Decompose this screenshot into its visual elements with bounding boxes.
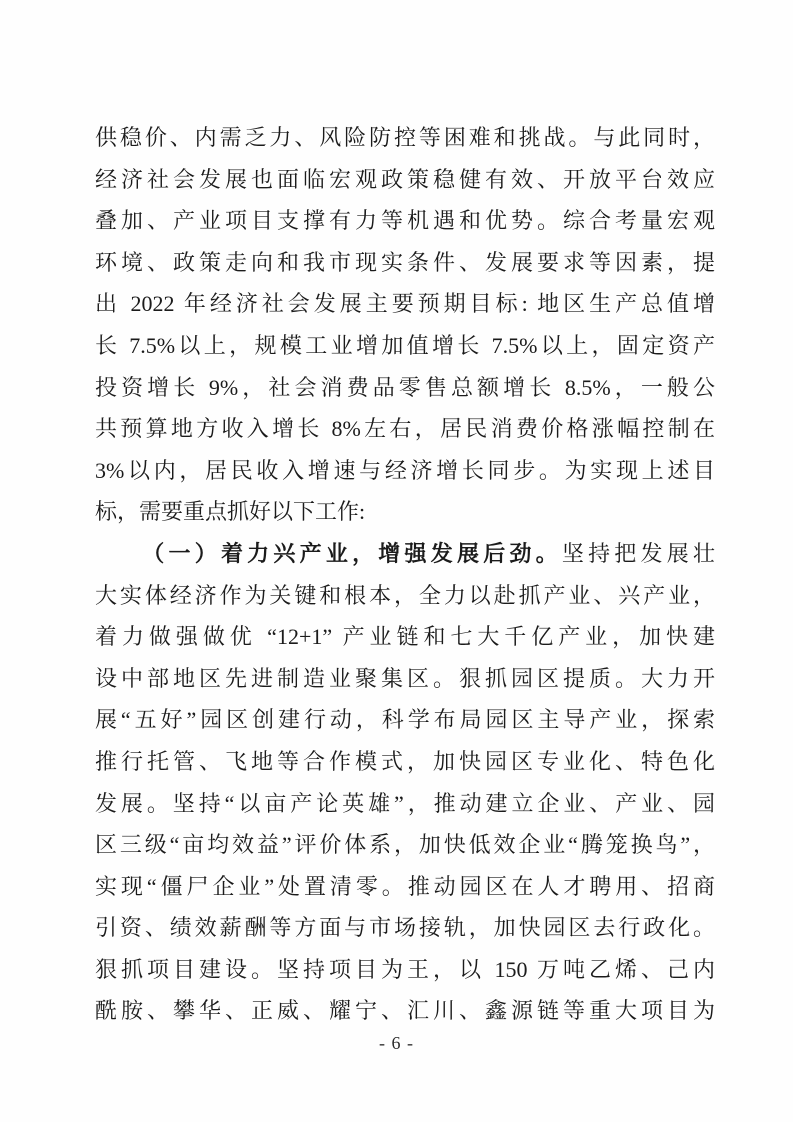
body-text-segment: 推行托管、飞地等合作模式，加快园区专业化、特色化 — [95, 748, 715, 774]
text-line — [95, 242, 715, 284]
text-line — [95, 533, 715, 575]
text-line — [95, 200, 715, 242]
body-text-segment: 供稳价、内需乏力、风险防控等困难和挑战。与此同时， — [95, 125, 715, 150]
emphasis-text-segment: 狠抓园区提质。 — [458, 665, 641, 691]
body-text-segment: 引资、绩效薪酬等方面与市场接轨，加快园区去行政化。 — [95, 915, 715, 941]
text-line — [95, 616, 715, 658]
document-text-block — [95, 117, 715, 1032]
body-text-segment: 经济社会发展也面临宏观政策稳健有效、开放平台效应 — [95, 166, 715, 192]
body-text-segment: 区三级“亩均效益”评价体系，加快低效企业“腾笼换鸟”， — [95, 832, 715, 858]
body-text-segment: 发展。坚持“以亩产论英雄”，推动建立企业、产业、园 — [95, 790, 715, 816]
body-text-segment: 叠加、产业项目支撑有力等机遇和优势。综合考量宏观 — [95, 208, 715, 234]
body-text-segment: 坚持项目为王，以 150 万吨乙烯、己内 — [277, 956, 715, 982]
body-text-segment: 着力做强做优 “12+1” 产业链和七大千亿产业，加快建 — [95, 624, 715, 650]
page-number: - 6 - — [379, 1033, 414, 1053]
text-line — [95, 325, 715, 367]
text-line — [95, 783, 715, 825]
body-text-segment: 大实体经济作为关键和根本，全力以赴抓产业、兴产业， — [95, 582, 715, 608]
body-text-segment: 长 7.5%以上，规模工业增加值增长 7.5%以上，固定资产 — [95, 332, 715, 358]
text-line — [95, 283, 715, 325]
text-line — [95, 741, 715, 783]
text-line — [95, 491, 715, 533]
body-text-segment: 展“五好”园区创建行动，科学布局园区主导产业，探索 — [95, 707, 715, 733]
text-line — [95, 117, 715, 159]
text-line — [95, 907, 715, 949]
body-text-segment: 大力开 — [640, 665, 715, 691]
body-text-segment: 环境、政策走向和我市现实条件、发展要求等因素，提 — [95, 249, 715, 275]
text-line — [95, 866, 715, 908]
section-heading-text: （一）着力兴产业，增强发展后劲。 — [142, 540, 562, 566]
text-line — [95, 824, 715, 866]
text-line — [95, 949, 715, 991]
body-text-segment: 酰胺、攀华、正威、耀宁、汇川、鑫源链等重大项目为 — [95, 998, 715, 1024]
text-line — [95, 450, 715, 492]
text-line — [95, 699, 715, 741]
body-text-segment: 共预算地方收入增长 8%左右，居民消费价格涨幅控制在 — [95, 416, 715, 442]
text-line — [95, 990, 715, 1032]
text-line — [95, 367, 715, 409]
emphasis-text-segment: 狠抓项目建设。 — [95, 956, 277, 982]
text-line — [95, 575, 715, 617]
body-text-segment: 实现“僵尸企业”处置清零。推动园区在人才聘用、招商 — [95, 873, 715, 899]
body-text-segment: 设中部地区先进制造业聚集区。 — [95, 665, 459, 691]
body-text-segment: 标，需要重点抓好以下工作: — [95, 499, 366, 525]
text-line — [95, 159, 715, 201]
body-text-segment: 坚持把发展壮 — [561, 540, 715, 566]
body-text-segment: 投资增长 9%，社会消费品零售总额增长 8.5%，一般公 — [95, 374, 715, 400]
body-text-segment: 出 2022 年经济社会发展主要预期目标: 地区生产总值增 — [95, 291, 715, 317]
body-text-segment: 3%以内，居民收入增速与经济增长同步。为实现上述目 — [95, 457, 715, 483]
text-line — [95, 658, 715, 700]
text-line — [95, 408, 715, 450]
